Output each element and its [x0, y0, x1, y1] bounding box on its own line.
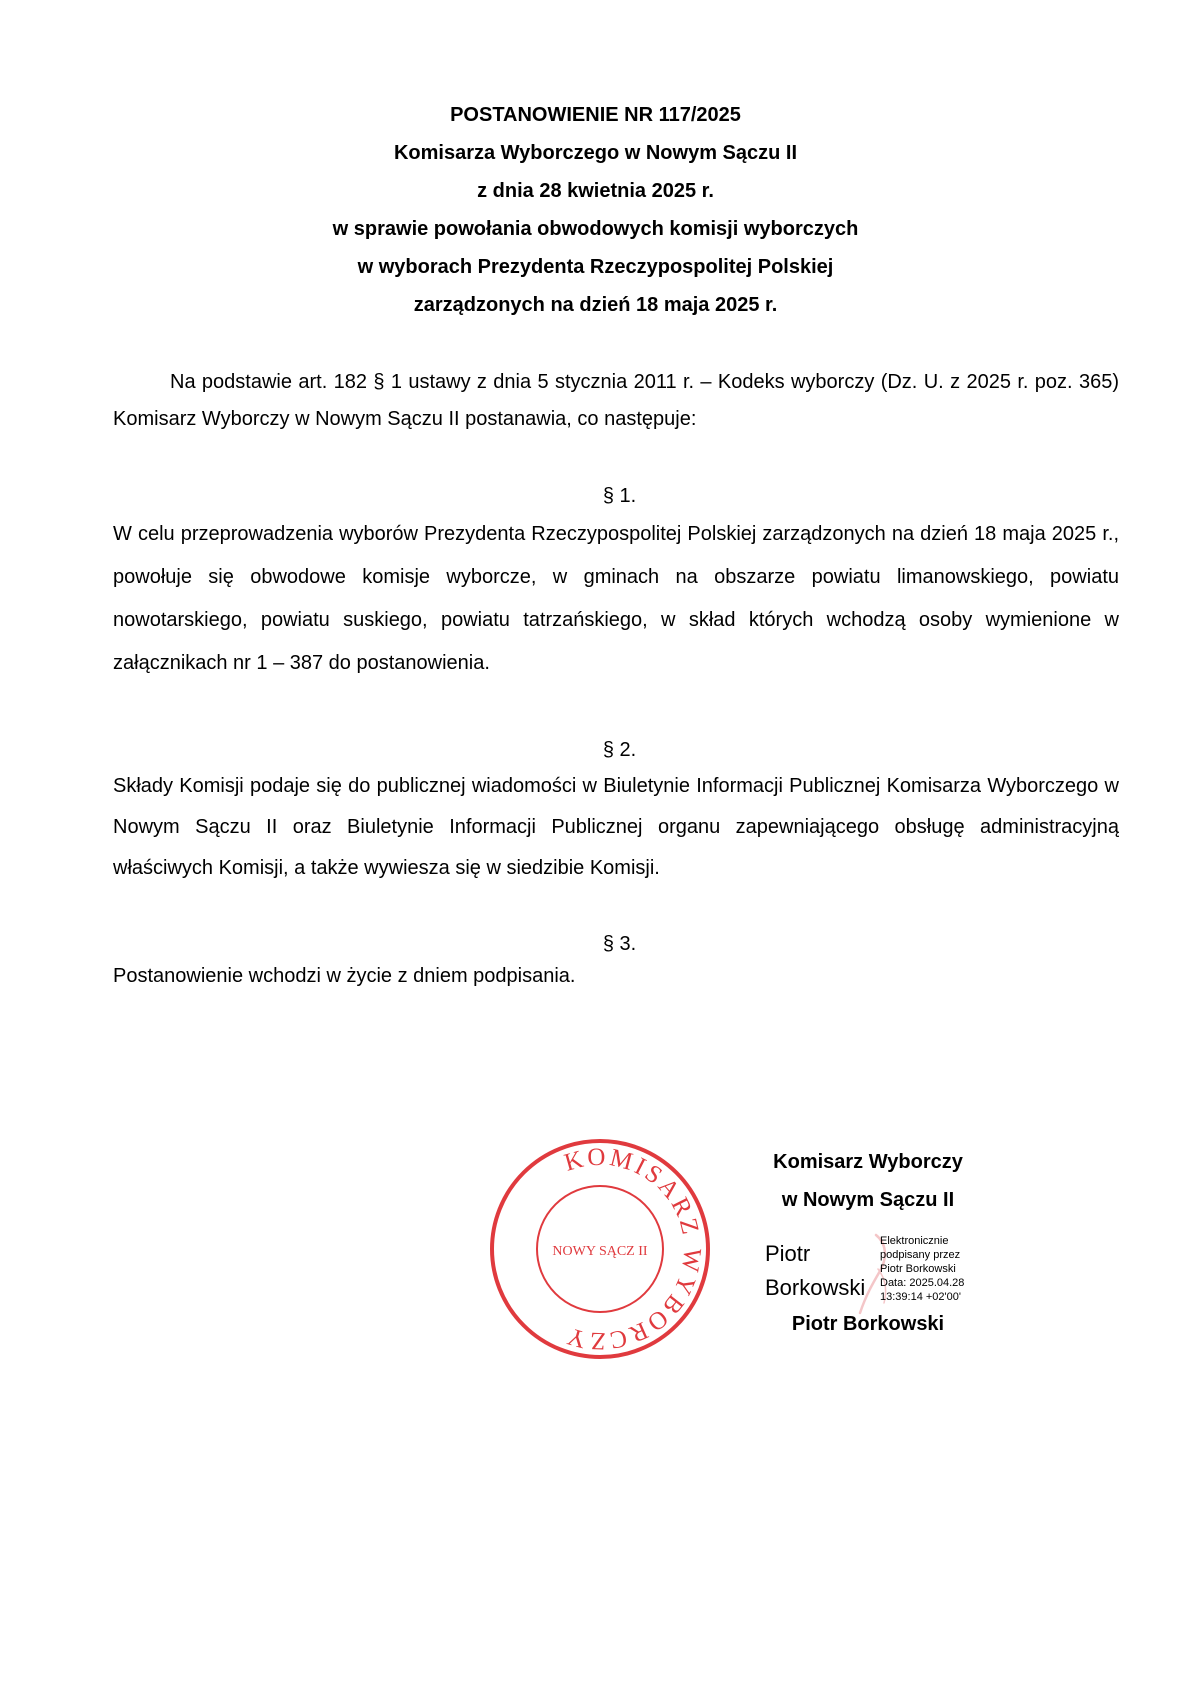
section-3-mark: § 3. [602, 933, 637, 955]
esignature-first-name: Piotr [765, 1241, 811, 1266]
intro-paragraph: Na podstawie art. 182 § 1 ustawy z dnia 5 stycznia 2011 r. – Kodeks wyborczy (Dz. U. z 2025 r. poz. 365) Komisarz Wyborczy w Nowym Sączu II postanawia, co następuje: [113, 371, 1119, 430]
section-1-mark: § 1. [602, 485, 637, 507]
subject-line-1: w sprawie powołania obwodowych komisji wyborczych [332, 218, 859, 240]
esignature-name [765, 1237, 865, 1305]
stamp-outer-text: KOMISARZ WYBORCZY [561, 1143, 706, 1355]
issuer-line: Komisarza Wyborczego w Nowym Sączu II [393, 142, 798, 164]
electronic-signature [765, 1237, 1005, 1321]
subject-line-3: zarządzonych na dzień 18 maja 2025 r. [413, 294, 778, 316]
esignature-line-5: 13:39:14 +02'00' [880, 1291, 961, 1303]
official-stamp [486, 1135, 714, 1363]
signatory-title-line-1: Komisarz Wyborczy [773, 1151, 963, 1173]
signatory-title-line-2: w Nowym Sączu II [781, 1189, 955, 1211]
document-heading [0, 96, 1191, 324]
esignature-line-2: podpisany przez [880, 1249, 961, 1261]
esignature-line-1: Elektronicznie [880, 1235, 949, 1247]
section-2-mark: § 2. [602, 739, 637, 761]
esignature-last-name: Borkowski [765, 1275, 866, 1300]
date-line: z dnia 28 kwietnia 2025 r. [477, 180, 714, 202]
esignature-line-4: Data: 2025.04.28 [880, 1277, 965, 1289]
esignature-details [880, 1234, 964, 1304]
stamp-inner-text: NOWY SĄCZ II [552, 1244, 648, 1259]
section-1-text: W celu przeprowadzenia wyborów Prezydenta Rzeczypospolitej Polskiej zarządzonych na dzień 18 maja 2025 r., powołuje się obwodowe komisje wyborcze, w gminach na obszarze powiatu limanowskiego, powiatu nowotarskiego, powiatu suskiego, powiatu tatrzańskiego, w skład których wchodzą osoby wymienione w załącznikach nr 1 – 387 do postanowienia. [113, 523, 1119, 674]
esignature-line-3: Piotr Borkowski [880, 1263, 956, 1275]
subject-line-2: w wyborach Prezydenta Rzeczypospolitej Polskiej [357, 256, 834, 278]
decision-number: POSTANOWIENIE NR 117/2025 [450, 104, 741, 126]
signatory-name: Piotr Borkowski [791, 1313, 945, 1335]
section-3-text: Postanowienie wchodzi w życie z dniem podpisania. [113, 965, 576, 987]
section-2-text: Składy Komisji podaje się do publicznej wiadomości w Biuletynie Informacji Publicznej Komisarza Wyborczego w Nowym Sączu II oraz Biuletynie Informacji Publicznej organu zapewniającego obsługę administracyjną właściwych Komisji, a także wywiesza się w siedzibie Komisji. [113, 775, 1119, 879]
